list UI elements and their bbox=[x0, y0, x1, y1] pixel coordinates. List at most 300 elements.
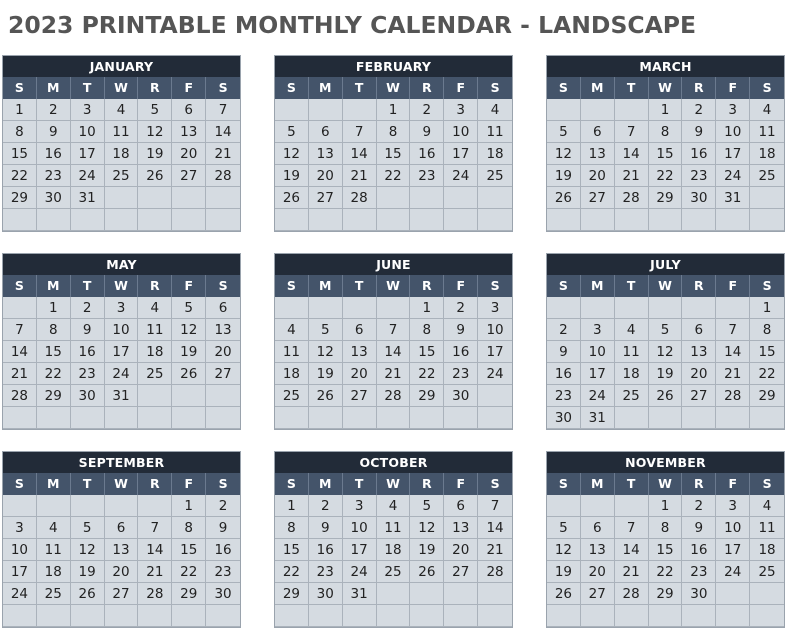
day-cell: 12 bbox=[410, 517, 444, 539]
day-cell: 22 bbox=[377, 165, 411, 187]
empty-day-cell bbox=[615, 99, 649, 121]
day-cell: 30 bbox=[547, 407, 581, 429]
day-cell: 12 bbox=[547, 143, 581, 165]
day-cell: 10 bbox=[478, 319, 512, 341]
day-cell: 12 bbox=[172, 319, 206, 341]
weekday-label: M bbox=[309, 473, 343, 495]
day-cell: 16 bbox=[444, 341, 478, 363]
empty-day-cell bbox=[71, 495, 105, 517]
day-cell: 5 bbox=[309, 319, 343, 341]
empty-day-cell bbox=[682, 297, 716, 319]
day-cell: 22 bbox=[172, 561, 206, 583]
day-cell: 6 bbox=[682, 319, 716, 341]
day-cell: 4 bbox=[105, 99, 139, 121]
day-cell: 27 bbox=[206, 363, 240, 385]
day-cell: 11 bbox=[138, 319, 172, 341]
empty-day-cell bbox=[750, 407, 784, 429]
weekday-label: F bbox=[172, 275, 206, 297]
day-cell: 7 bbox=[206, 99, 240, 121]
weekday-label: T bbox=[615, 77, 649, 99]
day-cell: 16 bbox=[37, 143, 71, 165]
empty-day-cell bbox=[138, 605, 172, 627]
empty-day-cell bbox=[3, 495, 37, 517]
day-cell: 7 bbox=[343, 121, 377, 143]
day-cell: 19 bbox=[410, 539, 444, 561]
day-cell: 2 bbox=[206, 495, 240, 517]
weekday-label: S bbox=[762, 476, 772, 491]
empty-day-cell bbox=[649, 209, 683, 231]
day-cell: 14 bbox=[138, 539, 172, 561]
empty-day-cell bbox=[105, 209, 139, 231]
empty-day-cell bbox=[581, 209, 615, 231]
weekday-label: F bbox=[716, 275, 750, 297]
empty-day-cell bbox=[3, 297, 37, 319]
day-cell: 10 bbox=[581, 341, 615, 363]
day-cell: 19 bbox=[172, 341, 206, 363]
empty-day-cell bbox=[138, 385, 172, 407]
day-cell: 3 bbox=[105, 297, 139, 319]
day-cell: 9 bbox=[682, 517, 716, 539]
empty-day-cell bbox=[172, 407, 206, 429]
weekday-label: S bbox=[490, 80, 500, 95]
day-cell: 5 bbox=[410, 495, 444, 517]
day-cell: 17 bbox=[105, 341, 139, 363]
day-cell: 8 bbox=[37, 319, 71, 341]
day-cell: 17 bbox=[444, 143, 478, 165]
day-cell: 20 bbox=[309, 165, 343, 187]
weekday-label: S bbox=[218, 476, 228, 491]
empty-day-cell bbox=[547, 495, 581, 517]
weekday-label: F bbox=[172, 473, 206, 495]
day-cell: 1 bbox=[649, 99, 683, 121]
day-cell: 24 bbox=[716, 561, 750, 583]
day-cell: 17 bbox=[716, 143, 750, 165]
day-cell: 30 bbox=[682, 187, 716, 209]
day-cell: 3 bbox=[71, 99, 105, 121]
day-cell: 2 bbox=[444, 297, 478, 319]
weekday-label: W bbox=[105, 77, 139, 99]
weekday-label: W bbox=[377, 77, 411, 99]
day-cell: 17 bbox=[343, 539, 377, 561]
day-cell: 15 bbox=[649, 539, 683, 561]
empty-day-cell bbox=[206, 209, 240, 231]
empty-day-cell bbox=[478, 187, 512, 209]
day-cell: 5 bbox=[71, 517, 105, 539]
empty-day-cell bbox=[343, 605, 377, 627]
day-cell: 21 bbox=[377, 363, 411, 385]
day-cell: 6 bbox=[581, 517, 615, 539]
weekday-header bbox=[275, 77, 512, 99]
empty-day-cell bbox=[343, 209, 377, 231]
day-cell: 10 bbox=[343, 517, 377, 539]
weekday-label: M bbox=[37, 473, 71, 495]
day-cell: 27 bbox=[343, 385, 377, 407]
day-cell: 15 bbox=[3, 143, 37, 165]
empty-day-cell bbox=[615, 495, 649, 517]
empty-day-cell bbox=[444, 583, 478, 605]
day-cell: 4 bbox=[37, 517, 71, 539]
weekday-label: R bbox=[138, 473, 172, 495]
day-cell: 24 bbox=[71, 165, 105, 187]
day-cell: 1 bbox=[275, 495, 309, 517]
empty-day-cell bbox=[3, 605, 37, 627]
day-cell: 29 bbox=[649, 187, 683, 209]
day-cell: 18 bbox=[478, 143, 512, 165]
day-cell: 7 bbox=[615, 121, 649, 143]
empty-day-cell bbox=[410, 605, 444, 627]
day-cell: 18 bbox=[138, 341, 172, 363]
month-january bbox=[2, 55, 241, 232]
day-cell: 28 bbox=[615, 583, 649, 605]
day-cell: 23 bbox=[206, 561, 240, 583]
day-cell: 1 bbox=[377, 99, 411, 121]
empty-day-cell bbox=[615, 407, 649, 429]
day-cell: 2 bbox=[71, 297, 105, 319]
day-cell: 4 bbox=[615, 319, 649, 341]
empty-day-cell bbox=[444, 605, 478, 627]
empty-day-cell bbox=[444, 407, 478, 429]
day-cell: 13 bbox=[444, 517, 478, 539]
day-cell: 28 bbox=[138, 583, 172, 605]
day-cell: 28 bbox=[716, 385, 750, 407]
empty-day-cell bbox=[444, 187, 478, 209]
weekday-label: W bbox=[649, 473, 683, 495]
day-cell: 28 bbox=[3, 385, 37, 407]
day-cell: 16 bbox=[410, 143, 444, 165]
month-title: FEBRUARY bbox=[275, 56, 512, 77]
days-grid bbox=[547, 99, 784, 231]
day-cell: 16 bbox=[547, 363, 581, 385]
weekday-label: R bbox=[682, 275, 716, 297]
weekday-label: T bbox=[71, 77, 105, 99]
day-cell: 11 bbox=[377, 517, 411, 539]
day-cell: 21 bbox=[138, 561, 172, 583]
empty-day-cell bbox=[37, 495, 71, 517]
weekday-label: S bbox=[547, 77, 581, 99]
day-cell: 28 bbox=[206, 165, 240, 187]
day-cell: 24 bbox=[444, 165, 478, 187]
empty-day-cell bbox=[410, 583, 444, 605]
empty-day-cell bbox=[410, 209, 444, 231]
day-cell: 17 bbox=[581, 363, 615, 385]
day-cell: 20 bbox=[581, 561, 615, 583]
day-cell: 19 bbox=[71, 561, 105, 583]
day-cell: 9 bbox=[410, 121, 444, 143]
month-title: OCTOBER bbox=[275, 452, 512, 473]
weekday-label: S bbox=[547, 275, 581, 297]
day-cell: 14 bbox=[716, 341, 750, 363]
day-cell: 29 bbox=[649, 583, 683, 605]
empty-day-cell bbox=[105, 407, 139, 429]
empty-day-cell bbox=[275, 99, 309, 121]
weekday-label: R bbox=[138, 275, 172, 297]
empty-day-cell bbox=[750, 605, 784, 627]
day-cell: 6 bbox=[444, 495, 478, 517]
day-cell: 25 bbox=[750, 561, 784, 583]
weekday-label: S bbox=[275, 473, 309, 495]
day-cell: 22 bbox=[649, 165, 683, 187]
weekday-label: M bbox=[581, 77, 615, 99]
weekday-header bbox=[547, 77, 784, 99]
days-grid bbox=[547, 495, 784, 627]
weekday-header bbox=[3, 275, 240, 297]
empty-day-cell bbox=[206, 605, 240, 627]
day-cell: 25 bbox=[138, 363, 172, 385]
day-cell: 30 bbox=[444, 385, 478, 407]
weekday-label: W bbox=[377, 275, 411, 297]
empty-day-cell bbox=[105, 495, 139, 517]
day-cell: 15 bbox=[410, 341, 444, 363]
day-cell: 12 bbox=[71, 539, 105, 561]
empty-day-cell bbox=[377, 407, 411, 429]
day-cell: 22 bbox=[37, 363, 71, 385]
day-cell: 12 bbox=[138, 121, 172, 143]
day-cell: 24 bbox=[105, 363, 139, 385]
day-cell: 23 bbox=[410, 165, 444, 187]
weekday-header bbox=[547, 473, 784, 495]
day-cell: 7 bbox=[138, 517, 172, 539]
empty-day-cell bbox=[138, 495, 172, 517]
day-cell: 16 bbox=[682, 539, 716, 561]
day-cell: 6 bbox=[343, 319, 377, 341]
month-october bbox=[274, 451, 513, 628]
day-cell: 22 bbox=[410, 363, 444, 385]
month-september bbox=[2, 451, 241, 628]
day-cell: 29 bbox=[37, 385, 71, 407]
weekday-label: W bbox=[377, 473, 411, 495]
weekday-label: S bbox=[3, 77, 37, 99]
day-cell: 10 bbox=[71, 121, 105, 143]
day-cell: 1 bbox=[649, 495, 683, 517]
day-cell: 20 bbox=[444, 539, 478, 561]
day-cell: 11 bbox=[478, 121, 512, 143]
day-cell: 8 bbox=[3, 121, 37, 143]
day-cell: 28 bbox=[343, 187, 377, 209]
day-cell: 9 bbox=[682, 121, 716, 143]
empty-day-cell bbox=[105, 605, 139, 627]
day-cell: 21 bbox=[615, 561, 649, 583]
day-cell: 22 bbox=[3, 165, 37, 187]
empty-day-cell bbox=[71, 605, 105, 627]
empty-day-cell bbox=[275, 209, 309, 231]
day-cell: 19 bbox=[649, 363, 683, 385]
days-grid bbox=[3, 99, 240, 231]
day-cell: 24 bbox=[3, 583, 37, 605]
day-cell: 25 bbox=[478, 165, 512, 187]
day-cell: 16 bbox=[71, 341, 105, 363]
empty-day-cell bbox=[682, 407, 716, 429]
empty-day-cell bbox=[206, 385, 240, 407]
days-grid bbox=[275, 99, 512, 231]
day-cell: 31 bbox=[105, 385, 139, 407]
day-cell: 3 bbox=[716, 495, 750, 517]
month-november bbox=[546, 451, 785, 628]
empty-day-cell bbox=[105, 187, 139, 209]
weekday-label: M bbox=[581, 275, 615, 297]
weekday-header bbox=[275, 473, 512, 495]
day-cell: 12 bbox=[547, 539, 581, 561]
weekday-label: M bbox=[309, 275, 343, 297]
empty-day-cell bbox=[478, 385, 512, 407]
weekday-label: R bbox=[410, 77, 444, 99]
day-cell: 11 bbox=[615, 341, 649, 363]
day-cell: 8 bbox=[410, 319, 444, 341]
empty-day-cell bbox=[547, 605, 581, 627]
day-cell: 23 bbox=[37, 165, 71, 187]
day-cell: 13 bbox=[581, 539, 615, 561]
empty-day-cell bbox=[309, 297, 343, 319]
weekday-label: M bbox=[309, 77, 343, 99]
month-title: JANUARY bbox=[3, 56, 240, 77]
day-cell: 12 bbox=[309, 341, 343, 363]
day-cell: 18 bbox=[615, 363, 649, 385]
weekday-header bbox=[275, 275, 512, 297]
day-cell: 15 bbox=[377, 143, 411, 165]
empty-day-cell bbox=[581, 495, 615, 517]
day-cell: 26 bbox=[275, 187, 309, 209]
empty-day-cell bbox=[547, 297, 581, 319]
weekday-header bbox=[547, 275, 784, 297]
month-title: JUNE bbox=[275, 254, 512, 275]
day-cell: 17 bbox=[478, 341, 512, 363]
empty-day-cell bbox=[750, 187, 784, 209]
day-cell: 19 bbox=[275, 165, 309, 187]
day-cell: 15 bbox=[750, 341, 784, 363]
day-cell: 3 bbox=[716, 99, 750, 121]
day-cell: 22 bbox=[649, 561, 683, 583]
day-cell: 6 bbox=[309, 121, 343, 143]
empty-day-cell bbox=[206, 407, 240, 429]
day-cell: 24 bbox=[581, 385, 615, 407]
day-cell: 23 bbox=[309, 561, 343, 583]
weekday-label: R bbox=[410, 275, 444, 297]
day-cell: 27 bbox=[105, 583, 139, 605]
weekday-label: F bbox=[444, 275, 478, 297]
day-cell: 4 bbox=[750, 99, 784, 121]
day-cell: 27 bbox=[581, 583, 615, 605]
empty-day-cell bbox=[716, 407, 750, 429]
empty-day-cell bbox=[309, 407, 343, 429]
day-cell: 26 bbox=[410, 561, 444, 583]
day-cell: 1 bbox=[3, 99, 37, 121]
empty-day-cell bbox=[377, 187, 411, 209]
day-cell: 8 bbox=[275, 517, 309, 539]
day-cell: 14 bbox=[615, 143, 649, 165]
day-cell: 29 bbox=[172, 583, 206, 605]
weekday-label: W bbox=[105, 473, 139, 495]
day-cell: 24 bbox=[343, 561, 377, 583]
day-cell: 18 bbox=[750, 539, 784, 561]
empty-day-cell bbox=[716, 297, 750, 319]
day-cell: 14 bbox=[377, 341, 411, 363]
day-cell: 6 bbox=[581, 121, 615, 143]
weekday-label: T bbox=[343, 275, 377, 297]
day-cell: 21 bbox=[478, 539, 512, 561]
day-cell: 11 bbox=[105, 121, 139, 143]
day-cell: 30 bbox=[206, 583, 240, 605]
day-cell: 4 bbox=[377, 495, 411, 517]
empty-day-cell bbox=[716, 583, 750, 605]
day-cell: 18 bbox=[377, 539, 411, 561]
day-cell: 5 bbox=[275, 121, 309, 143]
empty-day-cell bbox=[172, 605, 206, 627]
empty-day-cell bbox=[682, 209, 716, 231]
weekday-header bbox=[3, 77, 240, 99]
day-cell: 7 bbox=[716, 319, 750, 341]
empty-day-cell bbox=[682, 605, 716, 627]
empty-day-cell bbox=[377, 297, 411, 319]
day-cell: 20 bbox=[172, 143, 206, 165]
day-cell: 25 bbox=[615, 385, 649, 407]
weekday-label: T bbox=[343, 77, 377, 99]
day-cell: 17 bbox=[71, 143, 105, 165]
empty-day-cell bbox=[615, 209, 649, 231]
day-cell: 24 bbox=[478, 363, 512, 385]
day-cell: 13 bbox=[105, 539, 139, 561]
empty-day-cell bbox=[581, 297, 615, 319]
empty-day-cell bbox=[206, 187, 240, 209]
day-cell: 14 bbox=[3, 341, 37, 363]
day-cell: 23 bbox=[444, 363, 478, 385]
weekday-label: R bbox=[410, 473, 444, 495]
day-cell: 20 bbox=[343, 363, 377, 385]
day-cell: 10 bbox=[716, 121, 750, 143]
day-cell: 23 bbox=[71, 363, 105, 385]
day-cell: 26 bbox=[172, 363, 206, 385]
day-cell: 4 bbox=[138, 297, 172, 319]
days-grid bbox=[275, 297, 512, 429]
day-cell: 31 bbox=[716, 187, 750, 209]
day-cell: 13 bbox=[581, 143, 615, 165]
day-cell: 21 bbox=[615, 165, 649, 187]
weekday-label: F bbox=[172, 77, 206, 99]
empty-day-cell bbox=[750, 583, 784, 605]
empty-day-cell bbox=[172, 187, 206, 209]
day-cell: 18 bbox=[105, 143, 139, 165]
day-cell: 20 bbox=[206, 341, 240, 363]
day-cell: 7 bbox=[478, 495, 512, 517]
day-cell: 18 bbox=[37, 561, 71, 583]
empty-day-cell bbox=[478, 407, 512, 429]
day-cell: 14 bbox=[615, 539, 649, 561]
days-grid bbox=[3, 495, 240, 627]
day-cell: 10 bbox=[444, 121, 478, 143]
day-cell: 3 bbox=[478, 297, 512, 319]
day-cell: 2 bbox=[410, 99, 444, 121]
empty-day-cell bbox=[138, 407, 172, 429]
page-title: 2023 PRINTABLE MONTHLY CALENDAR - LANDSCAPE bbox=[8, 11, 697, 39]
weekday-label: S bbox=[275, 77, 309, 99]
day-cell: 19 bbox=[547, 165, 581, 187]
days-grid bbox=[3, 297, 240, 429]
day-cell: 30 bbox=[309, 583, 343, 605]
day-cell: 2 bbox=[682, 99, 716, 121]
day-cell: 23 bbox=[547, 385, 581, 407]
day-cell: 29 bbox=[275, 583, 309, 605]
day-cell: 16 bbox=[206, 539, 240, 561]
day-cell: 25 bbox=[377, 561, 411, 583]
month-june bbox=[274, 253, 513, 430]
day-cell: 21 bbox=[716, 363, 750, 385]
day-cell: 4 bbox=[275, 319, 309, 341]
empty-day-cell bbox=[581, 605, 615, 627]
day-cell: 10 bbox=[105, 319, 139, 341]
day-cell: 11 bbox=[275, 341, 309, 363]
empty-day-cell bbox=[37, 209, 71, 231]
weekday-label: T bbox=[71, 473, 105, 495]
empty-day-cell bbox=[172, 209, 206, 231]
day-cell: 25 bbox=[105, 165, 139, 187]
